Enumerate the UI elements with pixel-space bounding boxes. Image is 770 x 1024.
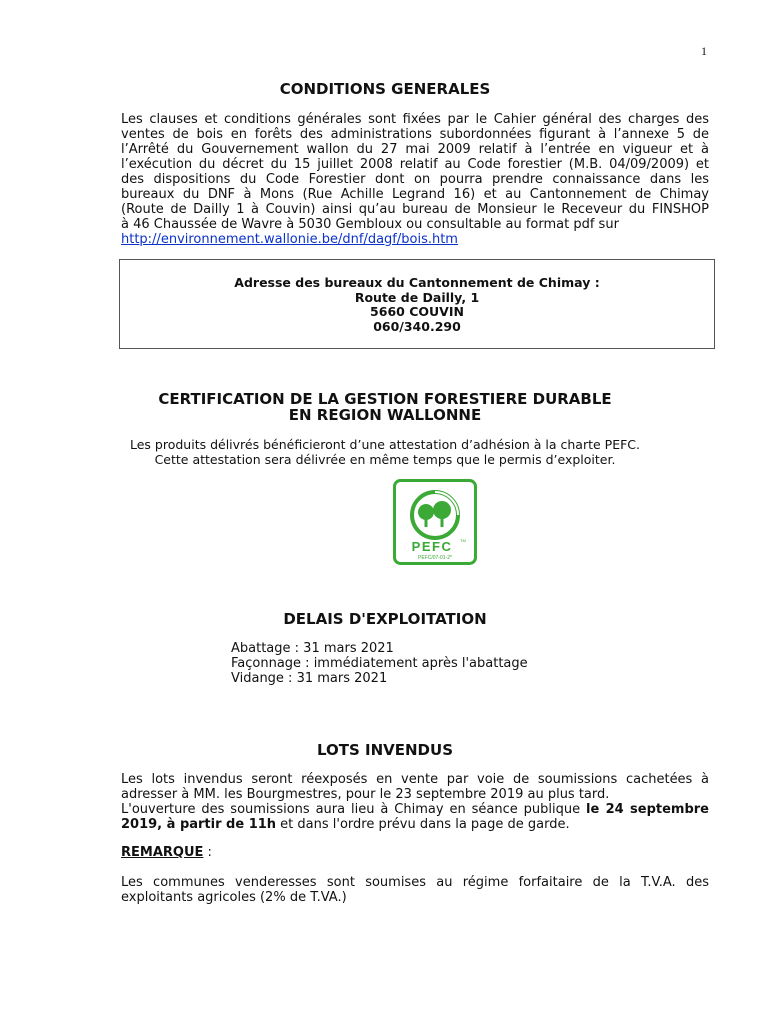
pefc-logo	[393, 479, 477, 565]
lots-paragraph	[121, 772, 709, 832]
remarque-label	[121, 845, 212, 860]
lots-line: adresser à MM. les Bourgmestres, pour le 23 septembre 2019 au plus tard.	[121, 787, 610, 802]
remarque-colon: :	[203, 845, 212, 860]
conditions-line: à 46 Chaussée de Wavre à 5030 Gembloux ou consultable au format pdf sur	[121, 217, 619, 232]
remarque-word: REMARQUE	[121, 845, 204, 860]
lots-line-text: L'ouverture des soumissions aura lieu à Chimay en séance publique	[121, 802, 587, 817]
certification-text-line: Cette attestation sera délivrée en même temps que le permis d’exploiter.	[154, 452, 616, 467]
remarque-line: Les communes venderesses sont soumises au régime forfaitaire de la T.V.A. des	[121, 875, 709, 890]
delais-vidange: Vidange : 31 mars 2021	[231, 671, 388, 686]
address-city: 5660 COUVIN	[370, 304, 464, 319]
delais-list	[231, 641, 528, 686]
lots-line: Les lots invendus seront réexposés en vente par voie de soumissions cachetées à	[121, 772, 709, 787]
conditions-line: ventes de bois en forêts des administrations subordonnées figurant à l’annexe 5 de	[121, 127, 709, 142]
address-phone: 060/340.290	[373, 318, 461, 334]
pefc-logo-sub: PEFC/07-01-2*	[418, 555, 452, 561]
conditions-line: des dispositions du Code Forestier dont on pourra prendre connaissance dans les	[121, 172, 709, 187]
certification-title	[0, 391, 770, 423]
certification-title-line: EN REGION WALLONNE	[288, 406, 482, 424]
lots-title: LOTS INVENDUS	[316, 741, 453, 759]
lots-line	[121, 802, 709, 817]
remarque-paragraph	[121, 875, 709, 905]
conditions-line: bureaux du DNF à Mons (Rue Achille Legrand 16) et au Cantonnement de Chimay	[121, 187, 709, 202]
certification-text-line: Les produits délivrés bénéficieront d’une attestation d’adhésion à la charte PEFC.	[130, 437, 640, 452]
lots-time-bold: 2019, à partir de 11h	[121, 817, 277, 832]
delais-abattage: Abattage : 31 mars 2021	[231, 641, 394, 656]
lots-line	[121, 817, 709, 832]
address-heading: Adresse des bureaux du Cantonnement de Chimay :	[234, 275, 600, 290]
conditions-line: l’Arrêté du Gouvernement wallon du 27 mai 2009 relatif à l’entrée en vigueur et à	[121, 142, 709, 157]
conditions-line: Les clauses et conditions générales sont fixées par le Cahier général des charges des	[121, 112, 709, 127]
certification-text	[0, 437, 770, 467]
conditions-link[interactable]: http://environnement.wallonie.be/dnf/dagf/bois.htm	[121, 232, 458, 247]
delais-faconnage: Façonnage : immédiatement après l'abattage	[231, 656, 528, 671]
page-number: 1	[701, 44, 707, 58]
address-street: Route de Dailly, 1	[354, 289, 480, 305]
address-box	[119, 259, 715, 349]
conditions-title: CONDITIONS GENERALES	[279, 80, 491, 98]
lots-line-text: et dans l'ordre prévu dans la page de garde.	[276, 817, 570, 832]
remarque-line: exploitants agricoles (2% de T.VA.)	[121, 890, 347, 905]
pefc-logo-tm: TM	[460, 538, 466, 543]
lots-date-bold: le 24 septembre	[586, 802, 709, 817]
delais-title: DELAIS D'EXPLOITATION	[283, 610, 487, 628]
pefc-logo-text: PEFC	[411, 539, 453, 554]
conditions-line: l’exécution du décret du 15 juillet 2008 relatif au Code forestier (M.B. 04/09/2009) et	[121, 157, 709, 172]
certification-title-line: CERTIFICATION DE LA GESTION FORESTIERE DURABLE	[158, 390, 612, 408]
conditions-paragraph	[121, 112, 709, 247]
conditions-line: (Route de Dailly 1 à Couvin) ainsi qu’au bureau de Monsieur le Receveur du FINSHOP	[121, 202, 709, 217]
